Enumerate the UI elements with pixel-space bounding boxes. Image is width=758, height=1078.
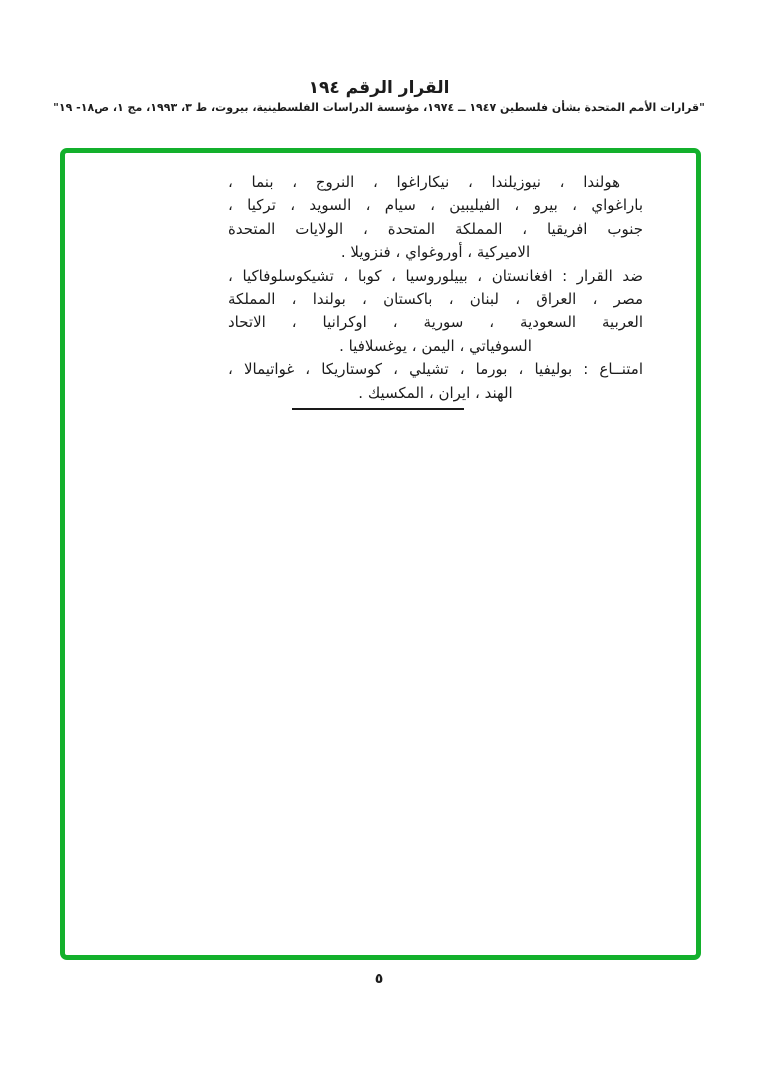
vote-line: مصر ، العراق ، لبنان ، باكستان ، بولندا ، المملكة: [228, 289, 643, 308]
vote-line: جنوب افريقيا ، المملكة المتحدة ، الولايات المتحدة: [228, 219, 643, 238]
vote-line: الاميركية ، أوروغواي ، فنزويلا .: [340, 243, 531, 262]
vote-line: العربية السعودية ، سورية ، اوكرانيا ، الاتحاد: [228, 313, 643, 332]
vote-line: هولندا ، نيوزيلندا ، نيكاراغوا ، النروج ، بنما ،: [228, 173, 620, 191]
page-number: ٥: [374, 971, 384, 987]
vote-line-abstain-label: امتنــاع : بوليفيا ، بورما ، تشيلي ، كوستاريكا ، غواتيمالا ،: [228, 360, 643, 379]
resolution-title: القرار الرقم ١٩٤: [308, 78, 450, 98]
vote-line: السوفياتي ، اليمن ، يوغسلافيا .: [339, 336, 532, 355]
vote-line-against-label: ضد القرار : افغانستان ، بييلوروسيا ، كوبا ، تشيكوسلوفاكيا ،: [228, 266, 643, 285]
vote-line: الهند ، ايران ، المكسيك .: [358, 383, 513, 402]
source-citation: "قرارات الأمم المتحدة بشأن فلسطين ١٩٤٧ ــ ١٩٧٤، مؤسسة الدراسات الفلسطينية، بيروت، ط ٣، ١٩٩٣، مج ١، ص١٨- ١٩": [53, 101, 705, 114]
vote-results-text: [228, 171, 643, 405]
vote-line: باراغواي ، بيرو ، الفيليبين ، سيام ، السويد ، تركيا ،: [228, 196, 643, 215]
section-end-divider: [292, 408, 464, 410]
